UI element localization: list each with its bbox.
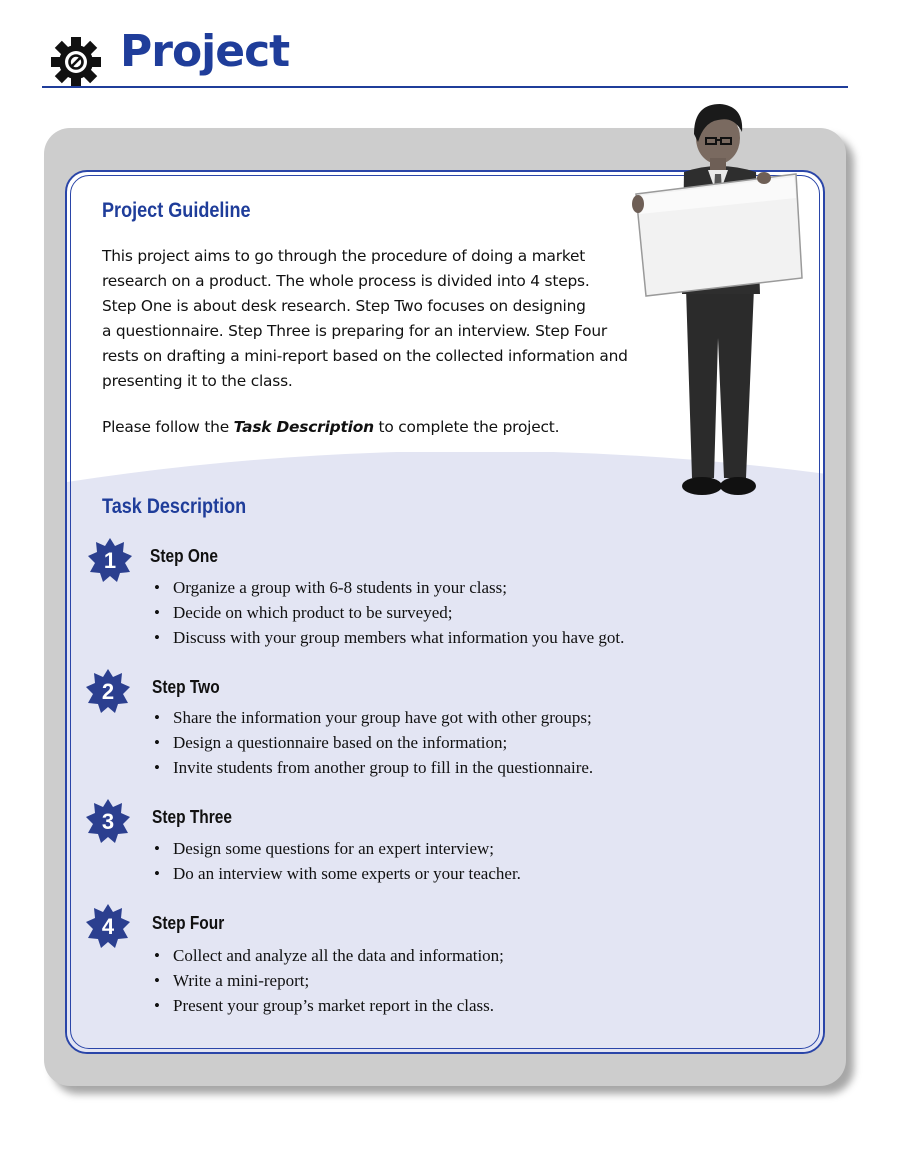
list-item: • Decide on which product to be surveyed; <box>152 600 624 625</box>
guideline-line: presenting it to the class. <box>102 372 293 390</box>
list-item: • Present your group’s market report in the class. <box>152 993 504 1018</box>
list-item: • Invite students from another group to fill in the questionnaire. <box>152 755 593 780</box>
list-item: • Design a questionnaire based on the information; <box>152 730 593 755</box>
guideline-line: a questionnaire. Step Three is preparing for an interview. Step Four <box>102 322 608 340</box>
guideline-heading: Project Guideline <box>102 199 251 222</box>
step-2-number: 2 <box>101 679 115 704</box>
step-4-list <box>152 943 504 1018</box>
step-4-number: 4 <box>101 914 115 939</box>
step-2-badge-icon <box>84 667 132 715</box>
list-item: • Design some questions for an expert interview; <box>152 836 521 861</box>
step-2-list <box>152 705 593 780</box>
guideline-line: research on a product. The whole process is divided into 4 steps. <box>102 272 590 290</box>
follow-suffix: to complete the project. <box>373 418 560 436</box>
list-item: • Discuss with your group members what information you have got. <box>152 625 624 650</box>
step-1-list <box>152 575 624 650</box>
list-item: • Share the information your group have got with other groups; <box>152 705 593 730</box>
header-divider <box>42 86 848 88</box>
task-heading: Task Description <box>102 495 247 518</box>
step-3-number: 3 <box>101 809 115 834</box>
presenter-figure-illustration <box>620 98 810 500</box>
gear-icon <box>50 36 102 88</box>
guideline-text <box>102 244 677 394</box>
step-3-list <box>152 836 521 886</box>
guideline-line: Step One is about desk research. Step Two focuses on designing <box>102 297 586 315</box>
list-item: • Organize a group with 6-8 students in your class; <box>152 575 624 600</box>
guideline-line: This project aims to go through the procedure of doing a market <box>102 247 586 265</box>
page-title: Project <box>120 26 290 77</box>
step-2-title: Step Two <box>152 677 220 697</box>
step-1-title: Step One <box>150 546 218 566</box>
step-3-badge-icon <box>84 797 132 845</box>
step-4-title: Step Four <box>152 913 225 933</box>
list-item: • Write a mini-report; <box>152 968 504 993</box>
step-1-number: 1 <box>103 548 117 573</box>
guideline-line: rests on drafting a mini-report based on the collected information and <box>102 347 628 365</box>
step-1-badge-icon <box>86 536 134 584</box>
step-3-title: Step Three <box>152 807 233 827</box>
list-item: • Collect and analyze all the data and information; <box>152 943 504 968</box>
list-item: • Do an interview with some experts or your teacher. <box>152 861 521 886</box>
step-4-badge-icon <box>84 902 132 950</box>
follow-instruction <box>102 418 559 436</box>
task-description-emphasis: Task Description <box>233 418 374 436</box>
follow-prefix: Please follow the <box>102 418 234 436</box>
